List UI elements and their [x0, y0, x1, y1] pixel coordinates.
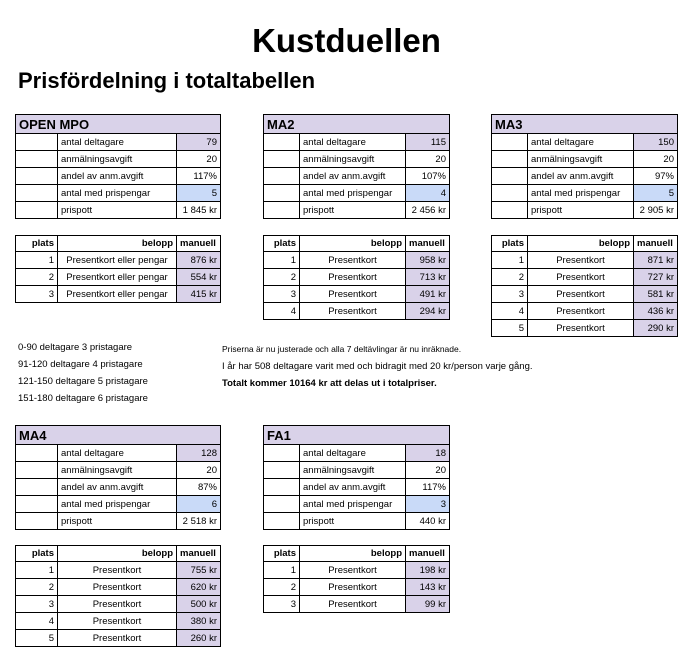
empty-cell — [16, 185, 58, 202]
info-label: antal deltagare — [58, 445, 177, 462]
empty-cell — [264, 168, 300, 185]
header-plats: plats — [492, 236, 528, 252]
info-table-ma4 — [15, 425, 221, 530]
empty-cell — [16, 513, 58, 530]
prize-place: 4 — [264, 303, 300, 320]
prize-row — [492, 320, 678, 337]
prize-type: Presentkort — [58, 596, 177, 613]
prize-row — [264, 303, 450, 320]
prize-header-row — [16, 546, 221, 562]
prize-row — [16, 286, 221, 303]
rule-1: 0-90 deltagare 3 pristagare — [18, 342, 133, 353]
prize-row — [264, 286, 450, 303]
info-label: antal med prispengar — [528, 185, 634, 202]
info-row-prispott — [16, 202, 221, 219]
prize-amount[interactable]: 415 kr — [177, 286, 221, 303]
prize-place: 5 — [492, 320, 528, 337]
prize-place: 4 — [492, 303, 528, 320]
info-row-andel — [16, 479, 221, 496]
prize-amount[interactable]: 500 kr — [177, 596, 221, 613]
prize-type: Presentkort eller pengar — [58, 269, 177, 286]
info-label: antal deltagare — [528, 134, 634, 151]
info-row-anmalningsavgift — [16, 462, 221, 479]
info-row-andel — [16, 168, 221, 185]
prize-type: Presentkort — [58, 579, 177, 596]
info-row-antal-deltagare — [492, 134, 678, 151]
info-value: 20 — [406, 462, 450, 479]
info-row-prispott — [264, 513, 450, 530]
prize-amount[interactable]: 958 kr — [406, 252, 450, 269]
header-manuell: manuell — [406, 236, 450, 252]
info-label: prispott — [300, 513, 406, 530]
prize-type: Presentkort — [528, 252, 634, 269]
empty-cell — [264, 151, 300, 168]
prize-place: 2 — [16, 579, 58, 596]
info-value: 97% — [634, 168, 678, 185]
prize-table-fa1 — [263, 545, 450, 613]
info-label: antal med prispengar — [300, 496, 406, 513]
prize-amount[interactable]: 620 kr — [177, 579, 221, 596]
info-label: antal deltagare — [300, 134, 406, 151]
empty-cell — [16, 202, 58, 219]
info-row-antal-deltagare — [264, 445, 450, 462]
prize-row — [16, 613, 221, 630]
prize-row — [264, 562, 450, 579]
class-name: MA4 — [16, 426, 221, 445]
prize-amount[interactable]: 876 kr — [177, 252, 221, 269]
header-belopp: belopp — [300, 236, 406, 252]
prize-table-ma3 — [491, 235, 678, 337]
prize-header-row — [264, 236, 450, 252]
empty-cell — [492, 134, 528, 151]
class-name: MA3 — [492, 115, 678, 134]
info-value: 107% — [406, 168, 450, 185]
empty-cell — [16, 134, 58, 151]
prize-header-row — [264, 546, 450, 562]
header-plats: plats — [16, 236, 58, 252]
prize-type: Presentkort — [300, 596, 406, 613]
prize-type: Presentkort — [58, 613, 177, 630]
info-value[interactable]: 150 — [634, 134, 678, 151]
info-label: antal med prispengar — [58, 496, 177, 513]
info-row-antal-deltagare — [264, 134, 450, 151]
prize-amount[interactable]: 260 kr — [177, 630, 221, 647]
prize-row — [16, 579, 221, 596]
header-belopp: belopp — [58, 546, 177, 562]
header-manuell: manuell — [406, 546, 450, 562]
info-value: 20 — [177, 151, 221, 168]
info-label: prispott — [58, 202, 177, 219]
prize-place: 2 — [492, 269, 528, 286]
info-label: antal deltagare — [58, 134, 177, 151]
prize-row — [492, 303, 678, 320]
empty-cell — [492, 168, 528, 185]
prize-header-row — [492, 236, 678, 252]
info-value: 2 905 kr — [634, 202, 678, 219]
info-value[interactable]: 5 — [634, 185, 678, 202]
prize-place: 3 — [264, 286, 300, 303]
prize-type: Presentkort eller pengar — [58, 252, 177, 269]
info-label: andel av anm.avgift — [300, 479, 406, 496]
prize-type: Presentkort eller pengar — [58, 286, 177, 303]
info-value[interactable]: 79 — [177, 134, 221, 151]
info-table-open-mpo — [15, 114, 221, 219]
info-label: anmälningsavgift — [300, 151, 406, 168]
prize-place: 1 — [16, 562, 58, 579]
info-label: prispott — [528, 202, 634, 219]
prize-type: Presentkort — [58, 562, 177, 579]
prize-amount[interactable]: 294 kr — [406, 303, 450, 320]
info-row-prispott — [264, 202, 450, 219]
header-plats: plats — [264, 546, 300, 562]
info-row-andel — [492, 168, 678, 185]
prize-row — [16, 630, 221, 647]
empty-cell — [16, 496, 58, 513]
info-value: 20 — [406, 151, 450, 168]
info-row-andel — [264, 479, 450, 496]
info-value: 20 — [634, 151, 678, 168]
prize-amount[interactable]: 198 kr — [406, 562, 450, 579]
info-value: 2 456 kr — [406, 202, 450, 219]
header-belopp: belopp — [528, 236, 634, 252]
info-row-prispott — [16, 513, 221, 530]
info-label: antal med prispengar — [58, 185, 177, 202]
empty-cell — [264, 185, 300, 202]
rule-3: 121-150 deltagare 5 pristagare — [18, 376, 148, 387]
prize-table-open-mpo — [15, 235, 221, 303]
prize-type: Presentkort — [528, 303, 634, 320]
prize-place: 3 — [492, 286, 528, 303]
empty-cell — [264, 202, 300, 219]
info-value: 87% — [177, 479, 221, 496]
info-table-fa1 — [263, 425, 450, 530]
info-label: antal deltagare — [300, 445, 406, 462]
info-row-antal-deltagare — [16, 445, 221, 462]
prize-type: Presentkort — [300, 579, 406, 596]
prize-amount[interactable]: 380 kr — [177, 613, 221, 630]
info-value: 117% — [177, 168, 221, 185]
prize-header-row — [16, 236, 221, 252]
header-plats: plats — [16, 546, 58, 562]
header-manuell: manuell — [634, 236, 678, 252]
empty-cell — [264, 445, 300, 462]
info-label: prispott — [300, 202, 406, 219]
prize-type: Presentkort — [300, 269, 406, 286]
info-row-antal-deltagare — [16, 134, 221, 151]
prize-row — [492, 252, 678, 269]
prize-place: 2 — [16, 269, 58, 286]
info-row-anmalningsavgift — [264, 151, 450, 168]
info-value[interactable]: 18 — [406, 445, 450, 462]
info-value[interactable]: 4 — [406, 185, 450, 202]
prize-row — [16, 596, 221, 613]
info-value: 2 518 kr — [177, 513, 221, 530]
header-manuell: manuell — [177, 236, 221, 252]
info-table-ma3 — [491, 114, 678, 219]
prize-row — [16, 562, 221, 579]
rule-2: 91-120 deltagare 4 pristagare — [18, 359, 143, 370]
prize-amount[interactable]: 755 kr — [177, 562, 221, 579]
prize-amount[interactable]: 99 kr — [406, 596, 450, 613]
prize-place: 3 — [264, 596, 300, 613]
info-row-anmalningsavgift — [492, 151, 678, 168]
info-row-andel — [264, 168, 450, 185]
rule-4: 151-180 deltagare 6 pristagare — [18, 393, 148, 404]
header-manuell: manuell — [177, 546, 221, 562]
prize-place: 2 — [264, 269, 300, 286]
info-label: anmälningsavgift — [58, 151, 177, 168]
info-row-antal-med — [16, 185, 221, 202]
empty-cell — [16, 151, 58, 168]
prize-place: 4 — [16, 613, 58, 630]
prize-type: Presentkort — [300, 303, 406, 320]
header-belopp: belopp — [58, 236, 177, 252]
info-table-ma2 — [263, 114, 450, 219]
empty-cell — [492, 185, 528, 202]
prize-place: 1 — [264, 252, 300, 269]
prize-amount[interactable]: 713 kr — [406, 269, 450, 286]
empty-cell — [264, 479, 300, 496]
prize-amount[interactable]: 491 kr — [406, 286, 450, 303]
class-name: OPEN MPO — [16, 115, 221, 134]
prize-amount[interactable]: 727 kr — [634, 269, 678, 286]
info-label: anmälningsavgift — [58, 462, 177, 479]
info-label: andel av anm.avgift — [300, 168, 406, 185]
prize-row — [492, 269, 678, 286]
empty-cell — [492, 202, 528, 219]
empty-cell — [264, 462, 300, 479]
prize-place: 1 — [264, 562, 300, 579]
prize-row — [264, 579, 450, 596]
prize-type: Presentkort — [528, 320, 634, 337]
info-value: 20 — [177, 462, 221, 479]
prize-row — [16, 269, 221, 286]
prize-amount[interactable]: 143 kr — [406, 579, 450, 596]
page-title: Kustduellen — [252, 22, 441, 59]
empty-cell — [16, 445, 58, 462]
info-value[interactable]: 115 — [406, 134, 450, 151]
note-participants: I år har 508 deltagare varit med och bidragit med 20 kr/person varje gång. — [222, 361, 533, 372]
prize-table-ma4 — [15, 545, 221, 647]
class-name: MA2 — [264, 115, 450, 134]
prize-type: Presentkort — [528, 286, 634, 303]
info-value[interactable]: 3 — [406, 496, 450, 513]
empty-cell — [16, 479, 58, 496]
info-row-anmalningsavgift — [16, 151, 221, 168]
info-label: andel av anm.avgift — [58, 479, 177, 496]
info-value[interactable]: 6 — [177, 496, 221, 513]
info-label: andel av anm.avgift — [528, 168, 634, 185]
prize-type: Presentkort — [58, 630, 177, 647]
prize-table-ma2 — [263, 235, 450, 320]
info-label: antal med prispengar — [300, 185, 406, 202]
prize-place: 1 — [492, 252, 528, 269]
empty-cell — [16, 462, 58, 479]
prize-place: 1 — [16, 252, 58, 269]
prize-row — [264, 269, 450, 286]
prize-row — [16, 252, 221, 269]
info-row-antal-med — [492, 185, 678, 202]
prize-place: 3 — [16, 286, 58, 303]
empty-cell — [264, 513, 300, 530]
empty-cell — [264, 134, 300, 151]
class-name: FA1 — [264, 426, 450, 445]
prize-type: Presentkort — [528, 269, 634, 286]
info-row-antal-med — [16, 496, 221, 513]
info-label: andel av anm.avgift — [58, 168, 177, 185]
prize-type: Presentkort — [300, 252, 406, 269]
info-row-anmalningsavgift — [264, 462, 450, 479]
page-subtitle: Prisfördelning i totaltabellen — [18, 68, 316, 93]
prize-type: Presentkort — [300, 562, 406, 579]
prize-row — [492, 286, 678, 303]
prize-place: 3 — [16, 596, 58, 613]
prize-row — [264, 252, 450, 269]
prize-type: Presentkort — [300, 286, 406, 303]
prize-amount[interactable]: 290 kr — [634, 320, 678, 337]
info-value: 1 845 kr — [177, 202, 221, 219]
empty-cell — [16, 168, 58, 185]
note-total: Totalt kommer 10164 kr att delas ut i totalpriser. — [222, 378, 437, 389]
empty-cell — [264, 496, 300, 513]
info-value[interactable]: 128 — [177, 445, 221, 462]
info-row-prispott — [492, 202, 678, 219]
info-row-antal-med — [264, 496, 450, 513]
info-row-antal-med — [264, 185, 450, 202]
prize-amount[interactable]: 871 kr — [634, 252, 678, 269]
prize-amount[interactable]: 554 kr — [177, 269, 221, 286]
info-label: anmälningsavgift — [300, 462, 406, 479]
info-value[interactable]: 5 — [177, 185, 221, 202]
prize-place: 2 — [264, 579, 300, 596]
info-label: anmälningsavgift — [528, 151, 634, 168]
info-value: 117% — [406, 479, 450, 496]
prize-amount[interactable]: 581 kr — [634, 286, 678, 303]
prize-amount[interactable]: 436 kr — [634, 303, 678, 320]
note-adjusted: Priserna är nu justerade och alla 7 deltävlingar är nu inräknade. — [222, 344, 462, 354]
info-value: 440 kr — [406, 513, 450, 530]
prize-place: 5 — [16, 630, 58, 647]
header-plats: plats — [264, 236, 300, 252]
empty-cell — [492, 151, 528, 168]
header-belopp: belopp — [300, 546, 406, 562]
prize-row — [264, 596, 450, 613]
info-label: prispott — [58, 513, 177, 530]
